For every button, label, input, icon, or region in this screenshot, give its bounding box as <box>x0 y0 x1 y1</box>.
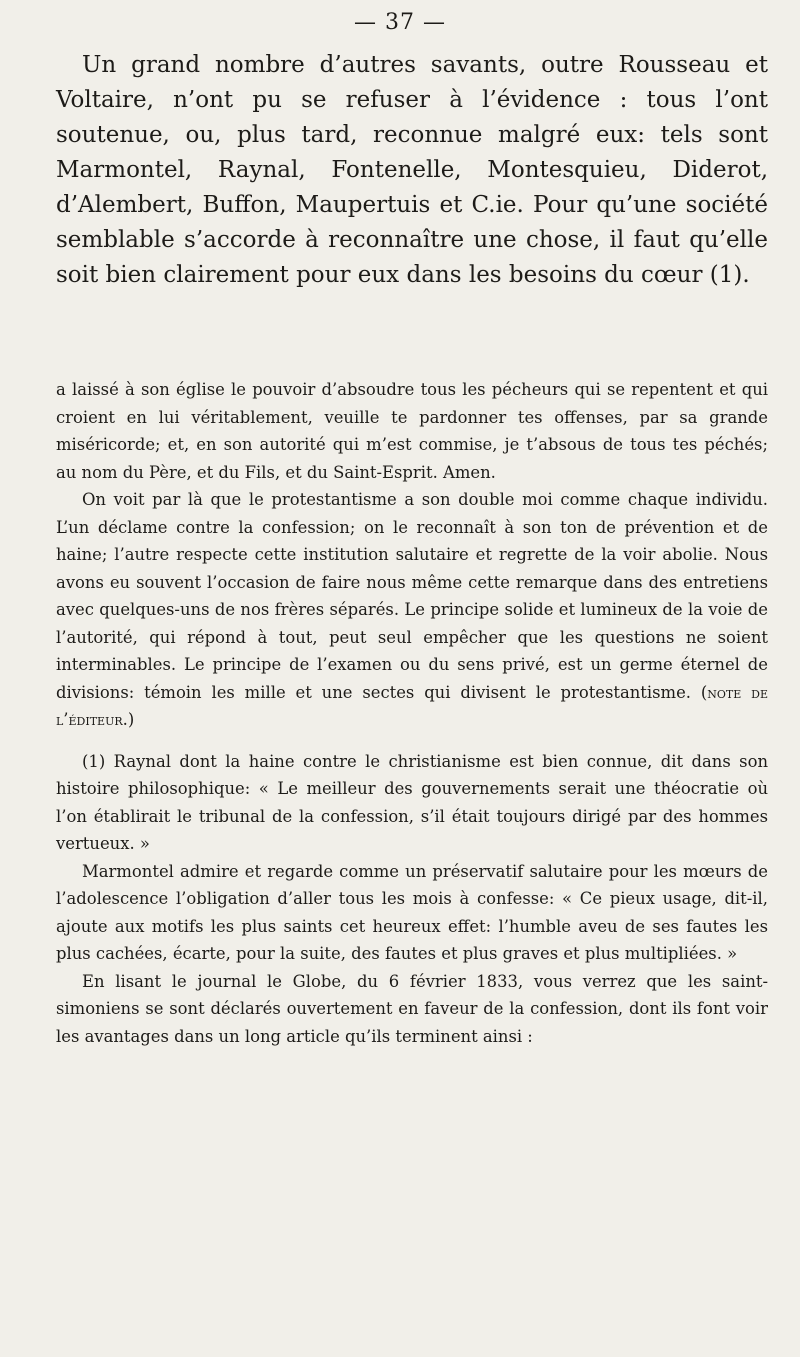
note-paragraph-protestantism <box>56 486 768 734</box>
footnote-1: (1) Raynal dont la haine contre le christianisme est bien connue, dit dans son histoire philosophique: « Le meilleur des gouvernements serait une théocratie où l’on établirait le tribunal de la confession, s’il était toujours dirigé par des hommes vertueux. » <box>56 751 768 853</box>
main-paragraph: Un grand nombre d’autres savants, outre Rousseau et Voltaire, n’ont pu se refuser à l’évidence : tous l’ont soutenue, ou, plus tard, reconnue malgré eux: tels sont Marmontel, Raynal, Fontenelle, Montesquieu, Diderot, d’Alembert, Buffon, Maupertuis et C.ie. Pour qu’une société semblable s’accorde à reconnaître une chose, il faut qu’elle soit bien clairement pour eux dans les besoins du cœur (1). <box>56 52 768 288</box>
editor-note: (note de l’éditeur.) <box>56 682 769 729</box>
notes-block <box>56 376 768 1050</box>
note-continuation: a laissé à son église le pouvoir d’absoudre tous les pécheurs qui se repentent et qui croient en lui véritablement, veuille te pardonner tes offenses, par sa grande miséricorde; et, en son autorité qui m’est commise, je t’absous de tous tes péchés; au nom du Père, et du Fils, et du Saint-Esprit. Amen. <box>56 380 768 482</box>
main-text-block <box>56 48 768 293</box>
footnote-marmontel: Marmontel admire et regarde comme un préservatif salutaire pour les mœurs de l’adolescence l’obligation d’aller tous les mois à confesse: « Ce pieux usage, dit-il, ajoute aux motifs les plus saints cet heureux effet: l’humble aveu de ses fautes les plus cachées, écarte, pour la suite, des fautes et plus graves et plus multipliées. » <box>56 861 768 963</box>
note-paragraph-protestantism-text: On voit par là que le protestantisme a son double moi comme chaque individu. L’un déclame contre la confession; on le reconnaît à son ton de prévention et de haine; l’autre respecte cette institution salutaire et regrette de la voir abolie. Nous avons eu souvent l’occasion de faire nous même cette remarque dans des entretiens avec quelques-uns de nos frères séparés. Le principe solide et lumineux de la voie de l’autorité, qui répond à tout, peut seul empêcher que les questions ne soient interminables. Le principe de l’examen ou du sens privé, est un germe éternel de divisions: témoin les mille et une sectes qui divisent le protestantisme. <box>56 490 768 702</box>
footnote-globe: En lisant le journal le Globe, du 6 février 1833, vous verrez que les saint-simoniens se sont déclarés ouvertement en faveur de la confession, dont ils font voir les avantages dans un long article qu’ils terminent ainsi : <box>56 971 768 1046</box>
note-spacer <box>56 734 768 748</box>
page-number: — 37 — <box>354 10 446 35</box>
